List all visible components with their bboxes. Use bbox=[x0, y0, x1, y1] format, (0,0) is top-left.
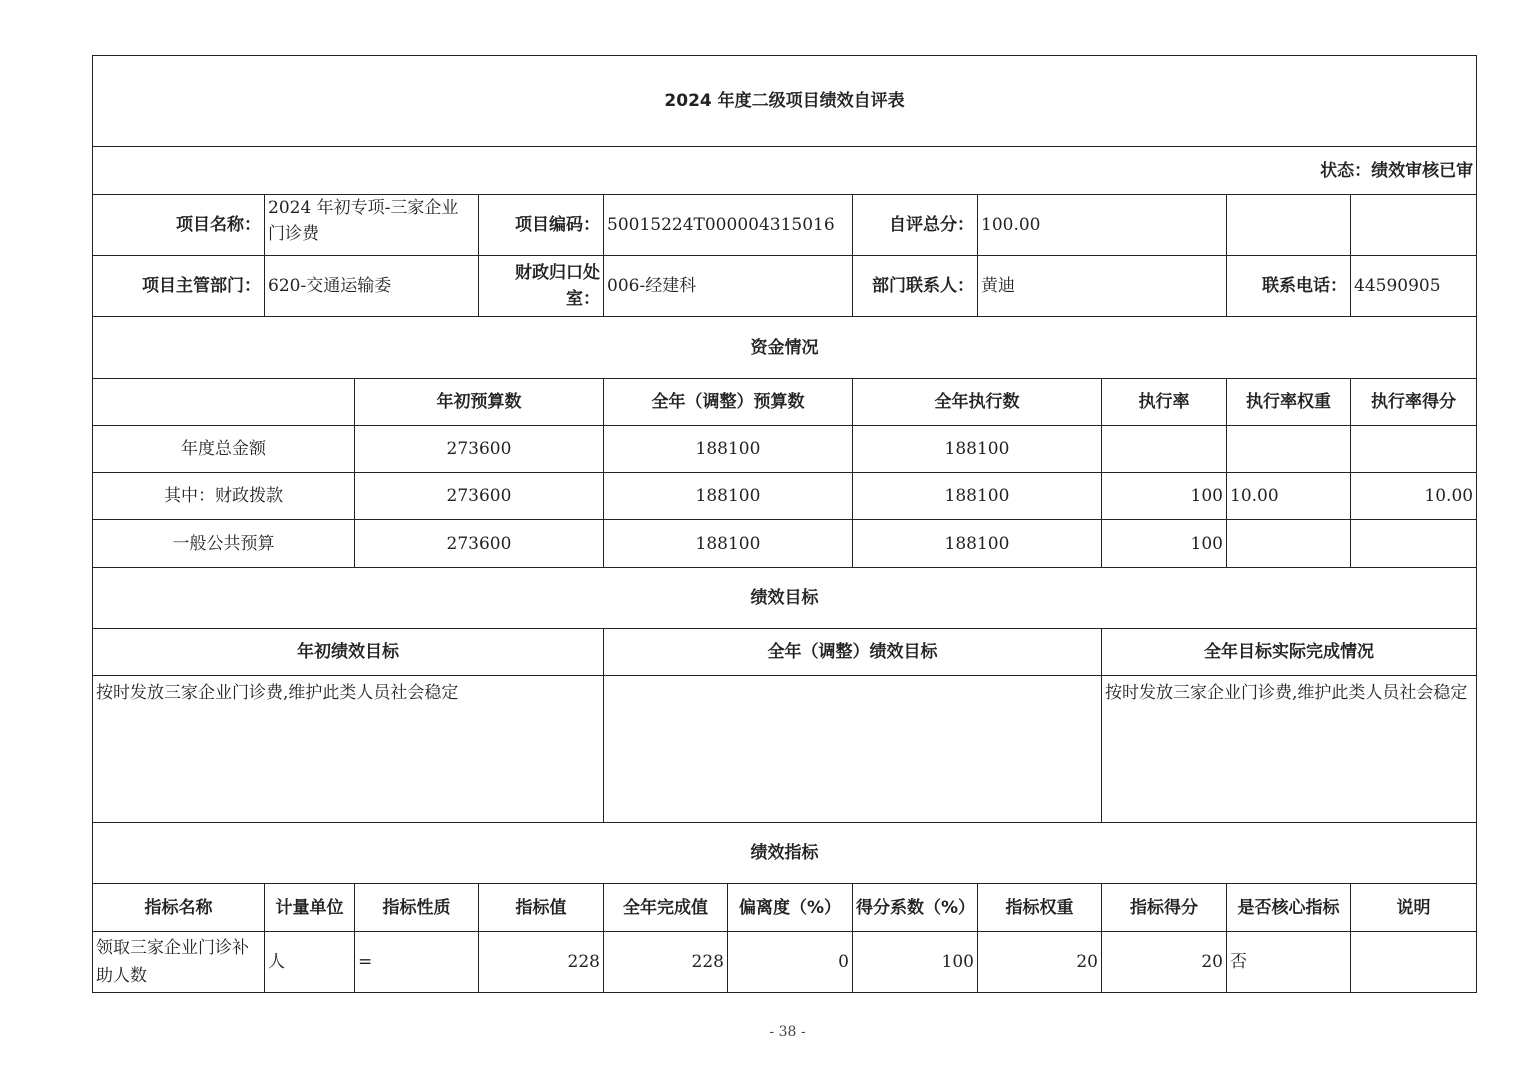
indicator-header-unit: 计量单位 bbox=[265, 884, 355, 932]
total-score-value: 100.00 bbox=[978, 195, 1227, 256]
funds-header bbox=[93, 379, 355, 426]
page-title: 2024 年度二级项目绩效自评表 bbox=[93, 56, 1477, 147]
funds-row bbox=[93, 426, 1477, 473]
funds-row bbox=[93, 473, 1477, 520]
page-number: - 38 - bbox=[769, 1024, 806, 1040]
indicator-deviation: 0 bbox=[728, 932, 853, 993]
finance-office-label: 财政归口处室： bbox=[479, 256, 604, 317]
phone-label: 联系电话： bbox=[1227, 256, 1351, 317]
funds-score bbox=[1351, 426, 1477, 473]
funds-row-label: 一般公共预算 bbox=[93, 520, 355, 568]
indicator-coef: 100 bbox=[853, 932, 978, 993]
status-cell bbox=[93, 147, 1477, 195]
indicator-row bbox=[93, 932, 1477, 993]
funds-weight bbox=[1227, 426, 1351, 473]
funds-rate bbox=[1102, 426, 1227, 473]
indicator-score: 20 bbox=[1102, 932, 1227, 993]
funds-header-score: 执行率得分 bbox=[1351, 379, 1477, 426]
project-name-label: 项目名称： bbox=[93, 195, 265, 256]
indicator-target: 228 bbox=[479, 932, 604, 993]
funds-initial: 273600 bbox=[355, 520, 604, 568]
phone-value: 44590905 bbox=[1351, 256, 1477, 317]
goals-header-actual: 全年目标实际完成情况 bbox=[1102, 629, 1477, 676]
project-code-value: 50015224T000004315016 bbox=[604, 195, 853, 256]
dept-value: 620-交通运输委 bbox=[265, 256, 479, 317]
project-code-label: 项目编码： bbox=[479, 195, 604, 256]
indicator-header-score: 指标得分 bbox=[1102, 884, 1227, 932]
indicator-header-completed: 全年完成值 bbox=[604, 884, 728, 932]
funds-weight: 10.00 bbox=[1227, 473, 1351, 520]
indicator-core: 否 bbox=[1227, 932, 1351, 993]
indicator-header-weight: 指标权重 bbox=[978, 884, 1102, 932]
funds-header-initial: 年初预算数 bbox=[355, 379, 604, 426]
indicator-header-core: 是否核心指标 bbox=[1227, 884, 1351, 932]
funds-adjusted: 188100 bbox=[604, 520, 853, 568]
funds-rate: 100 bbox=[1102, 473, 1227, 520]
indicator-unit: 人 bbox=[265, 932, 355, 993]
funds-initial: 273600 bbox=[355, 473, 604, 520]
funds-executed: 188100 bbox=[853, 473, 1102, 520]
funds-header-executed: 全年执行数 bbox=[853, 379, 1102, 426]
indicator-completed: 228 bbox=[604, 932, 728, 993]
status-value: 绩效审核已审 bbox=[1371, 160, 1474, 181]
indicator-header-note: 说明 bbox=[1351, 884, 1477, 932]
goals-section-title: 绩效目标 bbox=[93, 568, 1477, 629]
total-score-label: 自评总分： bbox=[853, 195, 978, 256]
funds-weight bbox=[1227, 520, 1351, 568]
goals-header-adjusted: 全年（调整）绩效目标 bbox=[604, 629, 1102, 676]
funds-header-adjusted: 全年（调整）预算数 bbox=[604, 379, 853, 426]
funds-rate: 100 bbox=[1102, 520, 1227, 568]
empty-cell bbox=[1227, 195, 1351, 256]
self-evaluation-table bbox=[92, 55, 1477, 993]
funds-score bbox=[1351, 520, 1477, 568]
funds-adjusted: 188100 bbox=[604, 426, 853, 473]
funds-row bbox=[93, 520, 1477, 568]
funds-row-label: 年度总金额 bbox=[93, 426, 355, 473]
indicator-name: 领取三家企业门诊补助人数 bbox=[93, 932, 265, 993]
goals-header-initial: 年初绩效目标 bbox=[93, 629, 604, 676]
indicator-weight: 20 bbox=[978, 932, 1102, 993]
dept-label: 项目主管部门： bbox=[93, 256, 265, 317]
project-name-value: 2024 年初专项-三家企业门诊费 bbox=[265, 195, 479, 256]
indicator-header-target: 指标值 bbox=[479, 884, 604, 932]
funds-initial: 273600 bbox=[355, 426, 604, 473]
status-label: 状态： bbox=[1320, 160, 1372, 181]
funds-adjusted: 188100 bbox=[604, 473, 853, 520]
indicator-header-deviation: 偏离度（%） bbox=[728, 884, 853, 932]
indicators-section-title: 绩效指标 bbox=[93, 823, 1477, 884]
empty-cell bbox=[1351, 195, 1477, 256]
funds-row-label: 其中：财政拨款 bbox=[93, 473, 355, 520]
goals-actual-text: 按时发放三家企业门诊费,维护此类人员社会稳定 bbox=[1102, 676, 1477, 823]
funds-executed: 188100 bbox=[853, 520, 1102, 568]
funds-score: 10.00 bbox=[1351, 473, 1477, 520]
indicator-header-name: 指标名称 bbox=[93, 884, 265, 932]
funds-executed: 188100 bbox=[853, 426, 1102, 473]
goals-initial-text: 按时发放三家企业门诊费,维护此类人员社会稳定 bbox=[93, 676, 604, 823]
indicator-header-nature: 指标性质 bbox=[355, 884, 479, 932]
funds-header-weight: 执行率权重 bbox=[1227, 379, 1351, 426]
finance-office-value: 006-经建科 bbox=[604, 256, 853, 317]
indicator-note bbox=[1351, 932, 1477, 993]
indicator-header-coef: 得分系数（%） bbox=[853, 884, 978, 932]
contact-label: 部门联系人： bbox=[853, 256, 978, 317]
funds-section-title: 资金情况 bbox=[93, 317, 1477, 379]
goals-adjusted-text bbox=[604, 676, 1102, 823]
contact-value: 黄迪 bbox=[978, 256, 1227, 317]
indicator-nature: = bbox=[355, 932, 479, 993]
funds-header-rate: 执行率 bbox=[1102, 379, 1227, 426]
